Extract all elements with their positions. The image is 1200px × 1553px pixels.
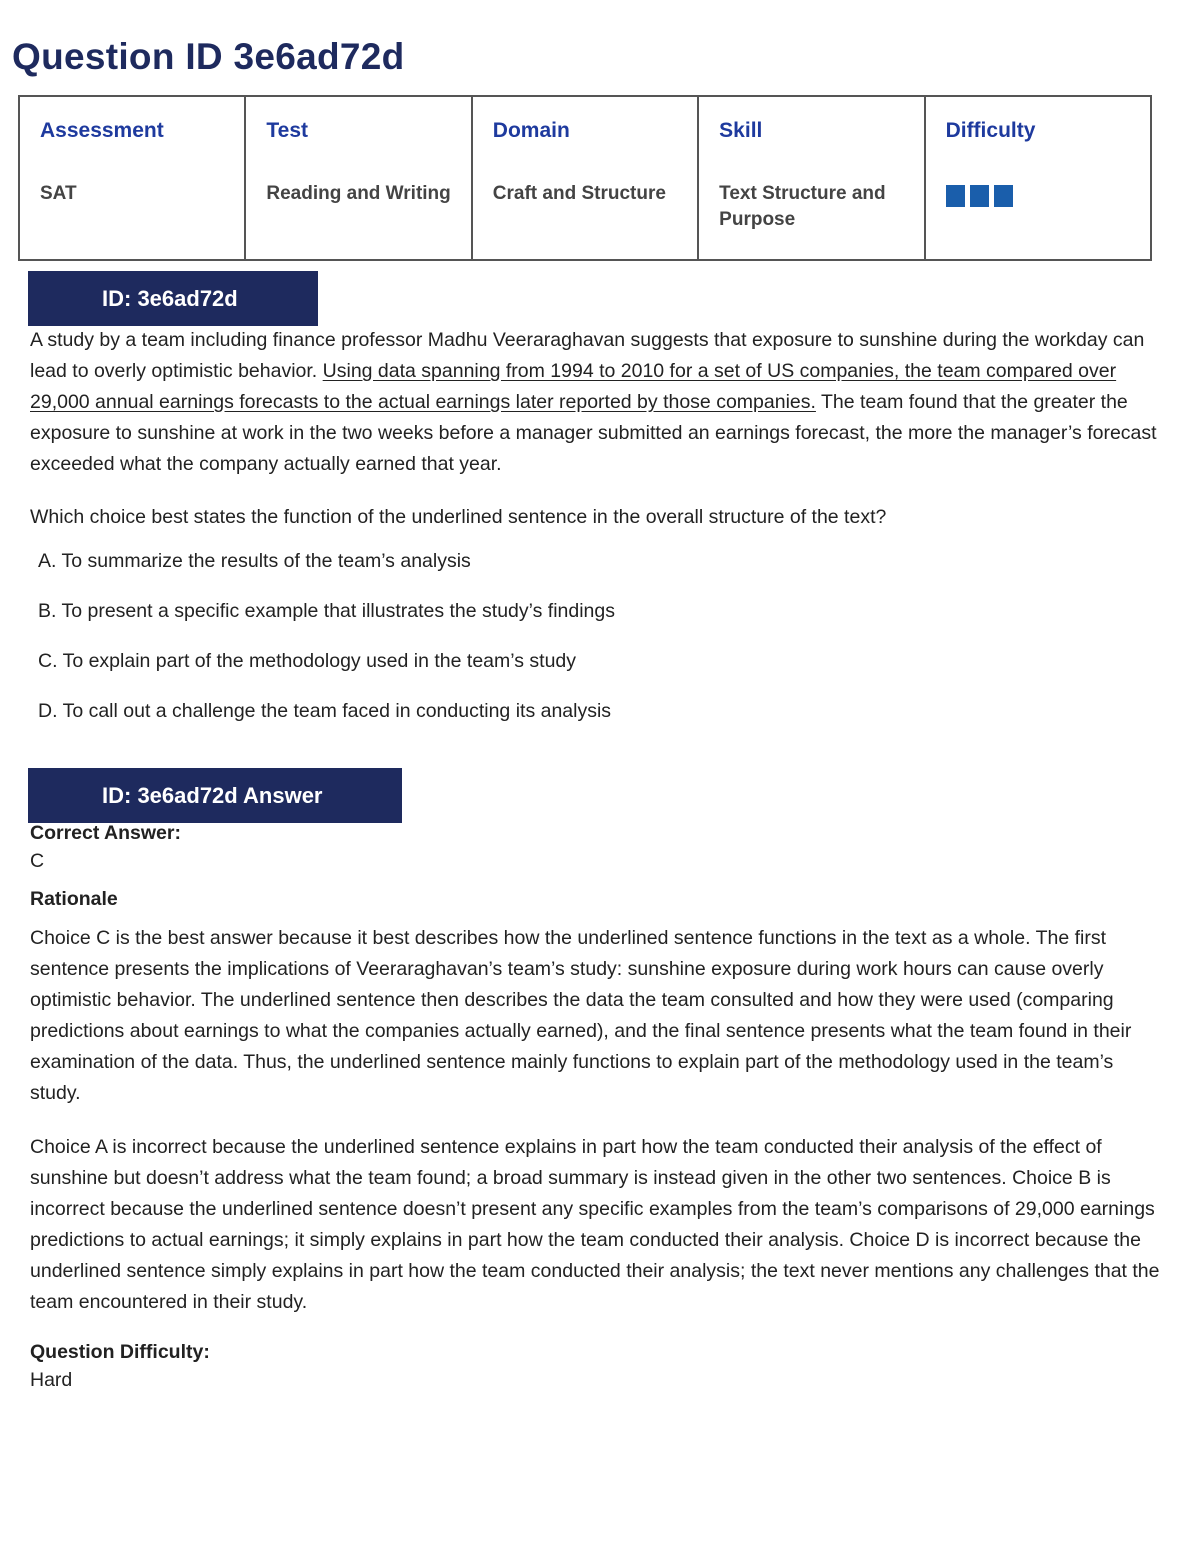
question-difficulty-value: Hard <box>30 1369 73 1391</box>
difficulty-bar-1 <box>946 185 965 207</box>
assessment-label: Assessment <box>40 119 164 142</box>
difficulty-bar-3 <box>994 185 1013 207</box>
correct-answer-value: C <box>30 850 45 872</box>
test-label: Test <box>266 119 309 142</box>
correct-answer-label: Correct Answer: <box>30 822 181 844</box>
passage-text <box>30 325 1165 480</box>
question-prompt: Which choice best states the function of the underlined sentence in the overall structure of the text? <box>30 506 887 528</box>
domain-label: Domain <box>492 119 570 142</box>
question-meta-table <box>18 95 1152 261</box>
skill-label: Skill <box>719 119 763 142</box>
answer-id-banner: ID: 3e6ad72d Answer <box>28 768 402 823</box>
passage-underlined-sentence: Using data spanning from 1994 to 2010 for a set of US companies, the team compared over 29,000 annual earnings forecasts to the actual earnings later reported by those companies. <box>30 360 1117 413</box>
difficulty-bar-2 <box>970 185 989 207</box>
passage-before: A study by a team including finance professor Madhu Veeraraghavan suggests that exposure to sunshine during the workday can lead to overly optimistic behavior. <box>30 329 1145 382</box>
choice-a[interactable]: A. To summarize the results of the team’s analysis <box>38 550 471 572</box>
passage-after: The team found that the greater the exposure to sunshine at work in the two weeks before a manager submitted an earnings forecast, the more the manager’s forecast exceeded what the company actually earned that year. <box>30 391 1157 475</box>
question-id-banner: ID: 3e6ad72d <box>28 271 318 326</box>
meta-cell-domain <box>472 96 698 260</box>
rationale-paragraph-2: Choice A is incorrect because the underlined sentence explains in part how the team conducted their analysis of the effect of sunshine but doesn’t address what the team found; a broad summary is instead given in the other two sentences. Choice B is incorrect because the underlined sentence doesn’t present any specific examples from the team’s comparisons of 29,000 earnings predictions to actual earnings; it simply explains in part how the team conducted their analysis. Choice D is incorrect because the underlined sentence simply explains in part how the team conducted their analysis; the text never mentions any challenges that the team encountered in their study. <box>30 1136 1160 1313</box>
choice-d[interactable]: D. To call out a challenge the team faced in conducting its analysis <box>38 700 612 722</box>
meta-cell-test <box>245 96 471 260</box>
test-value: Reading and Writing <box>266 183 451 204</box>
skill-value: Text Structure and Purpose <box>719 183 886 230</box>
choice-c[interactable]: C. To explain part of the methodology used in the team’s study <box>38 650 577 672</box>
meta-cell-assessment <box>19 96 245 260</box>
domain-value: Craft and Structure <box>492 183 666 204</box>
rationale-paragraph-1: Choice C is the best answer because it best describes how the underlined sentence functions in the text as a whole. The first sentence presents the implications of Veeraraghavan’s team’s study: sunshine exposure during work hours can cause overly optimistic behavior. The underlined sentence then describes the data the team consulted and how they were used (comparing predictions about earnings to what the companies actually earned), and the final sentence presents what the team found in their examination of the data. Thus, the underlined sentence mainly functions to explain part of the methodology used in the team’s study. <box>30 927 1132 1104</box>
meta-cell-skill <box>698 96 924 260</box>
difficulty-label: Difficulty <box>945 119 1036 142</box>
difficulty-indicator <box>946 185 1130 207</box>
question-difficulty-label: Question Difficulty: <box>30 1341 210 1363</box>
assessment-value: SAT <box>40 183 77 204</box>
rationale-heading: Rationale <box>30 888 118 910</box>
meta-cell-difficulty <box>925 96 1151 260</box>
page-title: Question ID 3e6ad72d <box>12 36 405 77</box>
choice-b[interactable]: B. To present a specific example that illustrates the study’s findings <box>38 600 616 622</box>
